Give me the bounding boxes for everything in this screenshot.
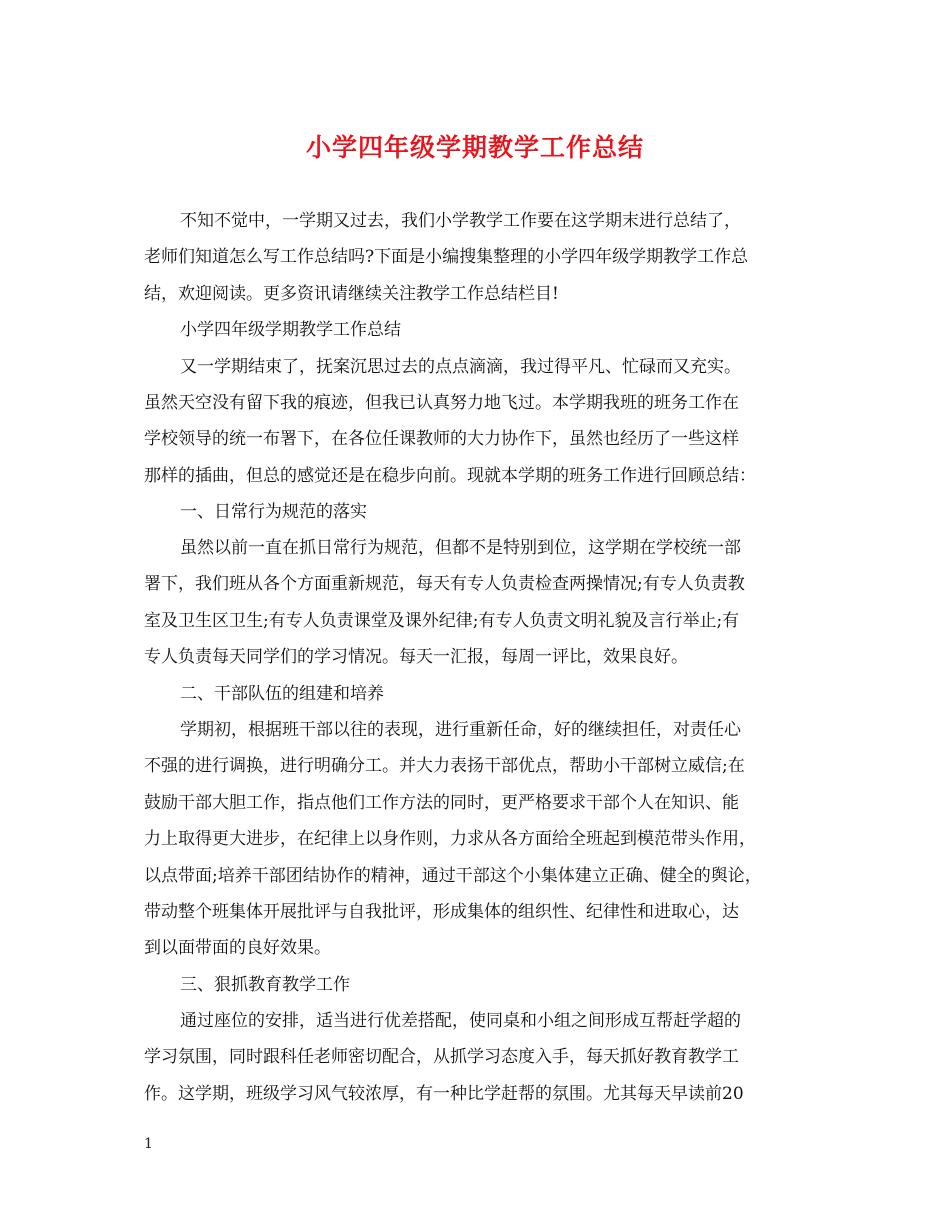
paragraph-line: 以点带面;培养干部团结协作的精神，通过干部这个小集体建立正确、健全的舆论，	[144, 866, 762, 886]
paragraph-line: 到以面带面的良好效果。	[144, 938, 331, 958]
paragraph-line: 结，欢迎阅读。更多资讯请继续关注教学工作总结栏目!	[144, 284, 559, 304]
paragraph-line: 那样的插曲，但总的感觉还是在稳步向前。现就本学期的班务工作进行回顾总结：	[144, 466, 756, 486]
paragraph-line: 通过座位的安排，适当进行优差搭配，使同桌和小组之间形成互帮赶学超的	[180, 1011, 741, 1031]
paragraph-line: 带动整个班集体开展批评与自我批评，形成集体的组织性、纪律性和进取心，达	[144, 902, 739, 922]
page-number: 1	[144, 1136, 153, 1152]
paragraph-line: 虽然以前一直在抓日常行为规范，但都不是特别到位，这学期在学校统一部	[180, 538, 741, 558]
paragraph-line: 学校领导的统一布署下，在各位任课教师的大力协作下，虽然也经历了一些这样	[144, 429, 739, 449]
section-heading: 一、日常行为规范的落实	[180, 502, 367, 522]
paragraph-line: 力上取得更大进步，在纪律上以身作则，力求从各方面给全班起到模范带头作用，	[144, 829, 756, 849]
paragraph-line: 不强的进行调换，进行明确分工。并大力表扬干部优点，帮助小干部树立威信;在	[144, 756, 745, 776]
paragraph-line: 专人负责每天同学们的学习情况。每天一汇报，每周一评比，效果良好。	[144, 647, 688, 667]
paragraph-line: 又一学期结束了，抚案沉思过去的点点滴滴，我过得平凡、忙碌而又充实。	[180, 357, 741, 377]
section-heading: 二、干部队伍的组建和培养	[180, 684, 384, 704]
document-title: 小学四年级学期教学工作总结	[305, 133, 644, 162]
paragraph-line: 学习氛围，同时跟科任老师密切配合，从抓学习态度入手，每天抓好教育教学工	[144, 1047, 739, 1067]
paragraph-line: 鼓励干部大胆工作，指点他们工作方法的同时，更严格要求干部个人在知识、能	[144, 793, 739, 813]
paragraph-line: 署下，我们班从各个方面重新规范，每天有专人负责检查两操情况;有专人负责教	[144, 574, 745, 594]
paragraph-line: 老师们知道怎么写工作总结吗?下面是小编搜集整理的小学四年级学期教学工作总	[144, 247, 749, 267]
section-heading: 三、狠抓教育教学工作	[180, 975, 350, 995]
paragraph-line: 不知不觉中，一学期又过去，我们小学教学工作要在这学期末进行总结了，	[180, 211, 741, 231]
paragraph-line: 虽然天空没有留下我的痕迹，但我已认真努力地飞过。本学期我班的班务工作在	[144, 393, 739, 413]
section-heading: 小学四年级学期教学工作总结	[180, 320, 401, 340]
paragraph-line: 作。这学期，班级学习风气较浓厚，有一种比学赶帮的氛围。尤其每天早读前20	[144, 1084, 744, 1104]
paragraph-line: 室及卫生区卫生;有专人负责课堂及课外纪律;有专人负责文明礼貌及言行举止;有	[144, 611, 740, 631]
paragraph-line: 学期初，根据班干部以往的表现，进行重新任命，好的继续担任，对责任心	[180, 720, 741, 740]
